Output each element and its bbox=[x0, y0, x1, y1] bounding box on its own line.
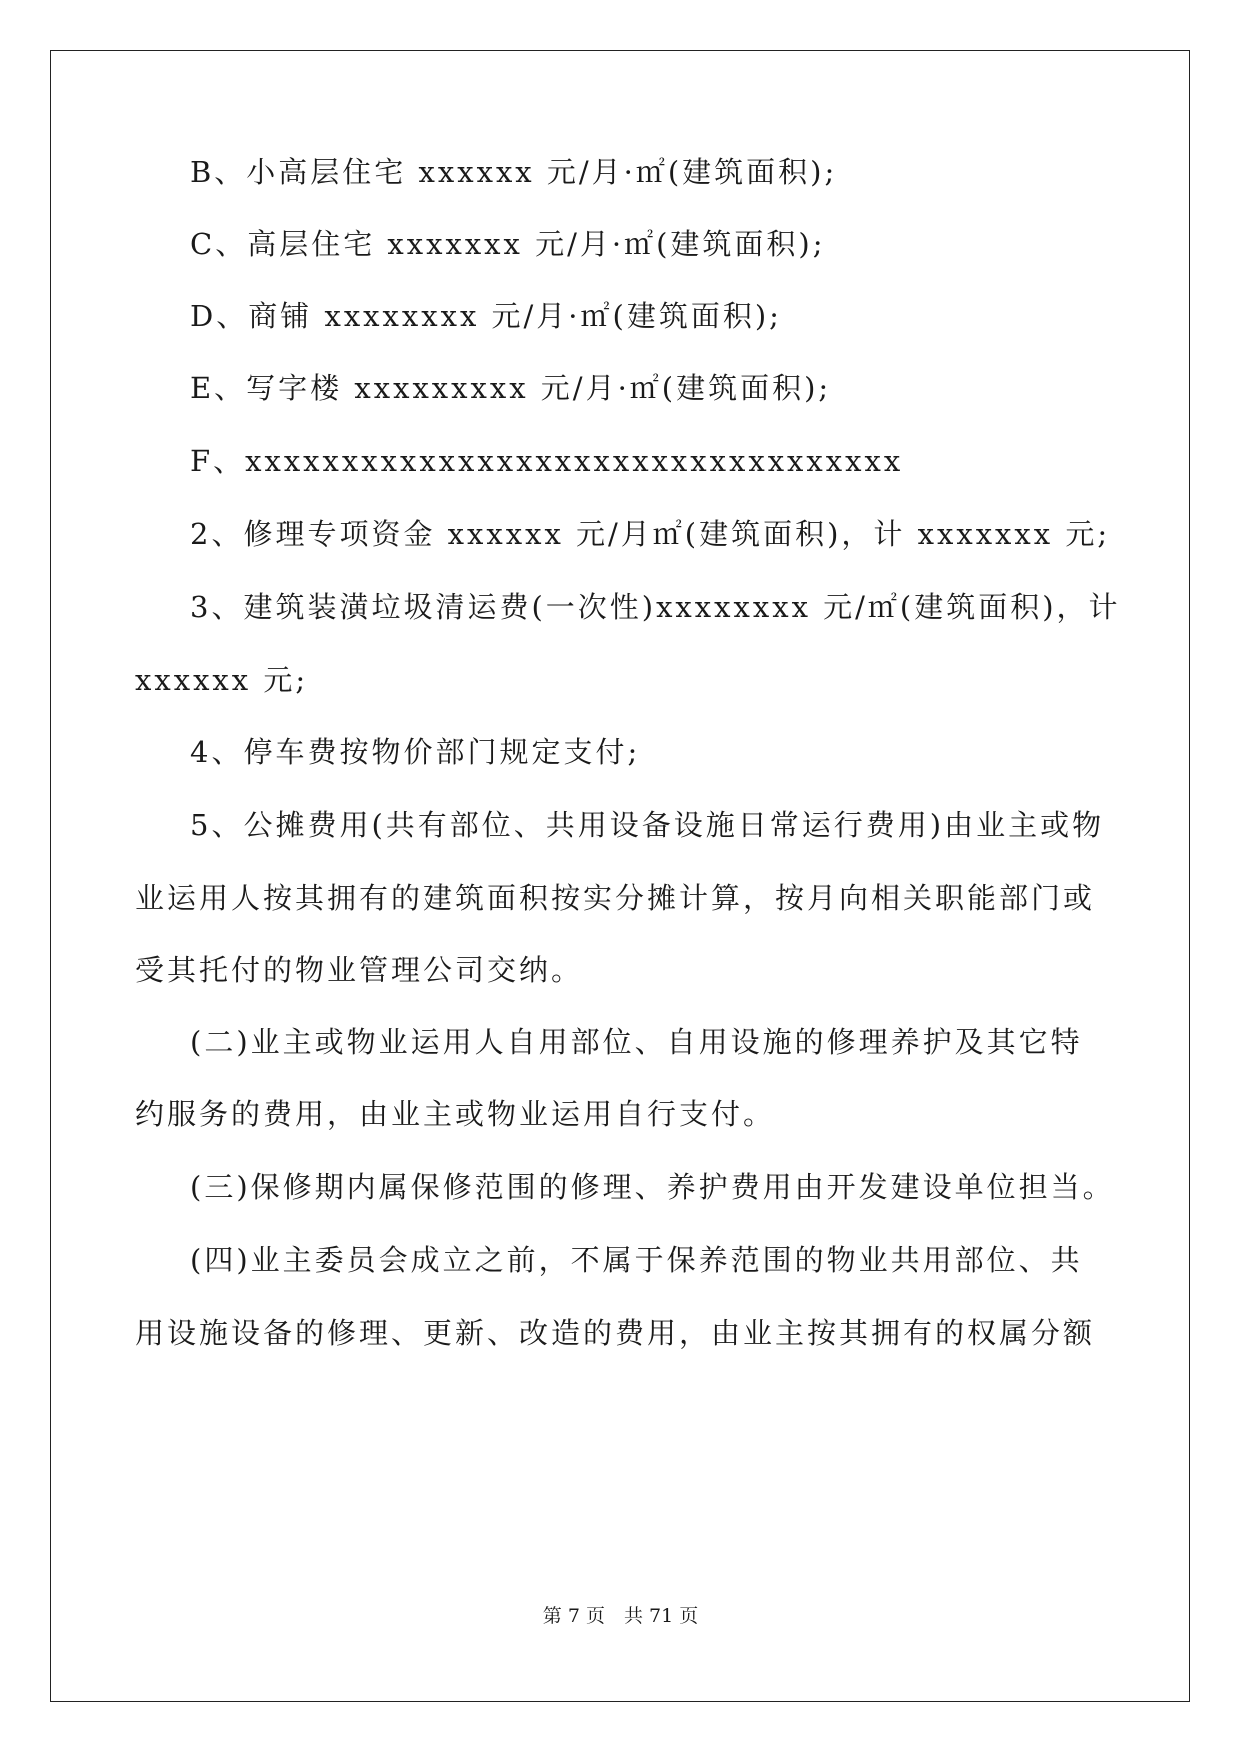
text-line-section-2-cont: 约服务的费用，由业主或物业运用自行支付。 bbox=[135, 1097, 776, 1131]
text-line-b: B、小高层住宅 xxxxxx 元/月·㎡(建筑面积); bbox=[190, 155, 838, 189]
text-line-2: 2、修理专项资金 xxxxxx 元/月㎡(建筑面积)，计 xxxxxxx 元; bbox=[190, 517, 1111, 551]
text-line-5: 5、公摊费用(共有部位、共用设备设施日常运行费用)由业主或物 bbox=[190, 808, 1105, 842]
text-line-section-3: (三)保修期内属保修范围的修理、养护费用由开发建设单位担当。 bbox=[190, 1170, 1115, 1204]
text-line-section-4: (四)业主委员会成立之前，不属于保养范围的物业共用部位、共 bbox=[190, 1243, 1083, 1277]
text-line-f: F、xxxxxxxxxxxxxxxxxxxxxxxxxxxxxxxxxx bbox=[190, 444, 904, 478]
text-line-section-2: (二)业主或物业运用人自用部位、自用设施的修理养护及其它特 bbox=[190, 1025, 1083, 1059]
text-line-5-cont1: 业运用人按其拥有的建筑面积按实分摊计算，按月向相关职能部门或 bbox=[135, 881, 1096, 915]
text-line-section-4-cont: 用设施设备的修理、更新、改造的费用，由业主按其拥有的权属分额 bbox=[135, 1316, 1096, 1350]
text-line-e: E、写字楼 xxxxxxxxx 元/月·㎡(建筑面积); bbox=[190, 371, 832, 405]
text-line-d: D、商铺 xxxxxxxx 元/月·㎡(建筑面积); bbox=[190, 299, 782, 333]
text-line-5-cont2: 受其托付的物业管理公司交纳。 bbox=[135, 953, 584, 987]
text-line-4: 4、停车费按物价部门规定支付; bbox=[190, 735, 641, 769]
text-line-c: C、高层住宅 xxxxxxx 元/月·㎡(建筑面积); bbox=[190, 227, 826, 261]
text-line-3-cont: xxxxxx 元; bbox=[135, 663, 309, 697]
text-line-3: 3、建筑装潢垃圾清运费(一次性)xxxxxxxx 元/㎡(建筑面积)，计 bbox=[190, 590, 1121, 624]
page-number-footer: 第 7 页 共 71 页 bbox=[542, 1605, 699, 1627]
